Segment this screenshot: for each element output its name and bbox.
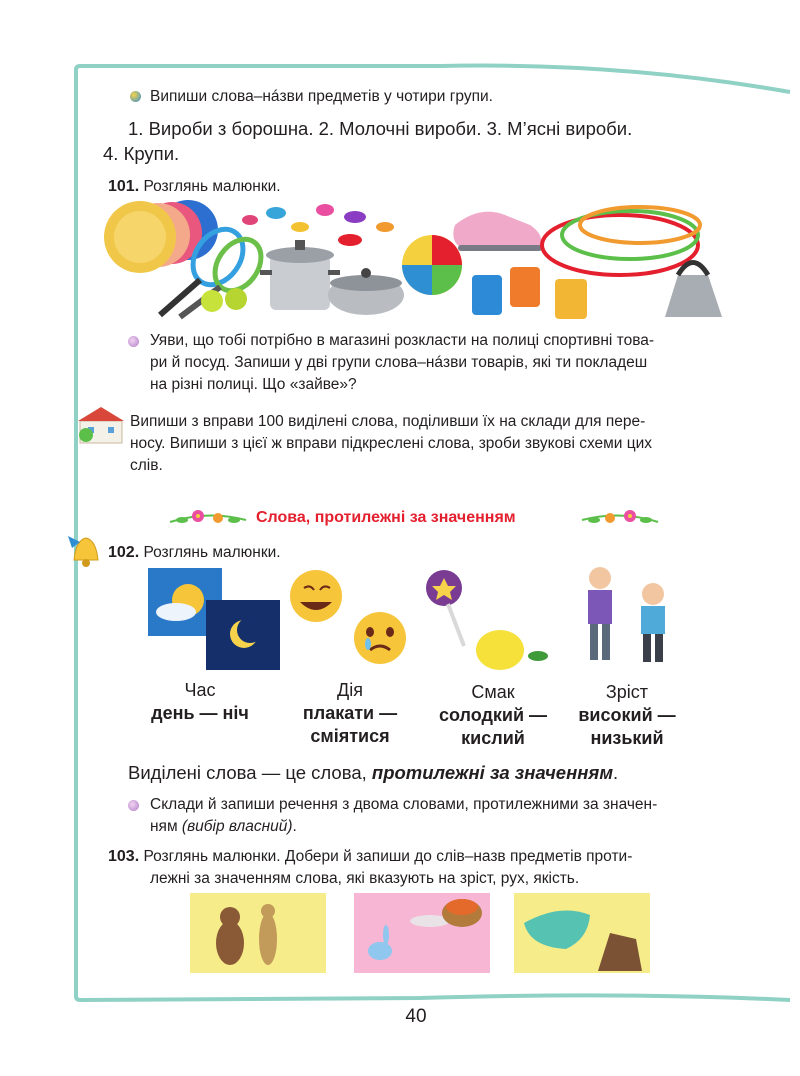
task-groups-line1: 1. Вироби з борошна. 2. Молочні вироби. 3. М’ясні вироби. [128, 118, 633, 139]
task-bullet-icon [128, 336, 139, 347]
task-line2-suffix: . [292, 818, 297, 835]
sneaker-icon [453, 212, 542, 251]
lemon-icon [476, 630, 548, 670]
group-time [140, 679, 260, 725]
exercise-101-task-line1: Уяви, що тобі потрібно в магазині розкласти на полиці спортивні това- [150, 332, 655, 349]
night-icon [206, 600, 280, 670]
group-action [290, 679, 410, 748]
hare-turtle-picture [354, 893, 490, 973]
group-pair-line1: плакати — [302, 703, 398, 723]
tall-boy-icon [588, 567, 612, 660]
conclusion-emphasis: протилежні за значенням [371, 762, 614, 783]
page-number: 40 [405, 1006, 427, 1027]
plates-icon [104, 200, 218, 273]
exercise-text: Розглянь малюнки. [143, 544, 281, 561]
group-pair-line1: солодкий — [438, 705, 548, 725]
pot-icon [260, 240, 340, 310]
home-task-line2: носу. Випиши з цієї ж вправи підкреслені слова, зроби звукові схеми цих [130, 435, 653, 452]
laughing-emoji-icon [290, 570, 342, 622]
section-title: Слова, протилежні за значенням [256, 509, 516, 526]
exercise-102-task-line1: Склади й запиши речення з двома словами, протилежними за значен- [150, 796, 658, 813]
conclusion-prefix: Виділені слова — це слова, [128, 762, 372, 783]
saucepan-icon [328, 268, 404, 315]
exercise-text: Розглянь малюнки. Добери й запиши до слів–назв предметів проти- [143, 848, 633, 865]
flower-ornament-right-icon [580, 502, 660, 532]
exercise-number: 101. [108, 178, 140, 195]
bell-icon [64, 530, 108, 572]
task-line2-prefix: ням [150, 818, 182, 835]
pillow-stone-picture [514, 893, 650, 973]
group-category: Смак [471, 682, 515, 702]
group-pair-line2: низький [590, 728, 664, 748]
exercise-102-illustration [148, 566, 688, 676]
candies-icon [242, 204, 394, 246]
task-bullet-icon [130, 91, 141, 102]
short-boy-icon [641, 583, 665, 662]
task-line2-emphasis: (вибір власний) [181, 818, 293, 835]
exercise-number: 103. [108, 848, 140, 865]
cups-icon [472, 267, 587, 319]
home-task-line3: слів. [130, 457, 163, 474]
crying-emoji-icon [354, 612, 406, 664]
group-category: Дія [337, 680, 363, 700]
exercise-102-task-line2 [150, 816, 297, 838]
task-groups-line2: 4. Крупи. [103, 143, 180, 164]
task-bullet-icon [128, 800, 139, 811]
task-groups-instruction: Випиши слова–нáзви предметів у чотири групи. [150, 88, 493, 105]
exercise-103-line2: лежні за значенням слова, які вказують на зріст, рух, якість. [150, 870, 580, 887]
beach-ball-icon [402, 235, 462, 295]
house-icon [78, 405, 124, 445]
exercise-102-heading [108, 542, 281, 564]
group-height [562, 681, 692, 750]
flower-ornament-left-icon [168, 502, 248, 532]
group-pair-line2: кислий [461, 728, 525, 748]
lollipop-icon [426, 570, 464, 646]
group-pair-line1: день — ніч [151, 703, 249, 723]
exercise-103-line1 [108, 846, 632, 868]
exercise-101-task-line3: на різні полиці. Що «зайве»? [150, 376, 357, 393]
group-category: Час [184, 680, 216, 700]
exercise-number: 102. [108, 544, 140, 561]
conclusion-suffix: . [613, 762, 619, 783]
exercise-101-illustration [100, 195, 730, 325]
home-task-line1: Випиши з вправи 100 виділені слова, поділивши їх на склади для пере- [130, 413, 646, 430]
exercise-103-illustration [190, 893, 660, 975]
exercise-101-task-line2: ри й посуд. Запиши у дві групи слова–нáзви товарів, які ти покладеш [150, 354, 648, 371]
animals-height-picture [190, 893, 326, 973]
group-pair-line2: сміятися [310, 726, 390, 746]
exercise-102-conclusion [128, 760, 618, 786]
group-category: Зріст [605, 682, 649, 702]
group-pair-line1: високий — [578, 705, 676, 725]
exercise-text: Розглянь малюнки. [143, 178, 281, 195]
group-taste [418, 681, 568, 750]
hoops-icon [542, 207, 700, 275]
kettle-icon [665, 263, 722, 318]
